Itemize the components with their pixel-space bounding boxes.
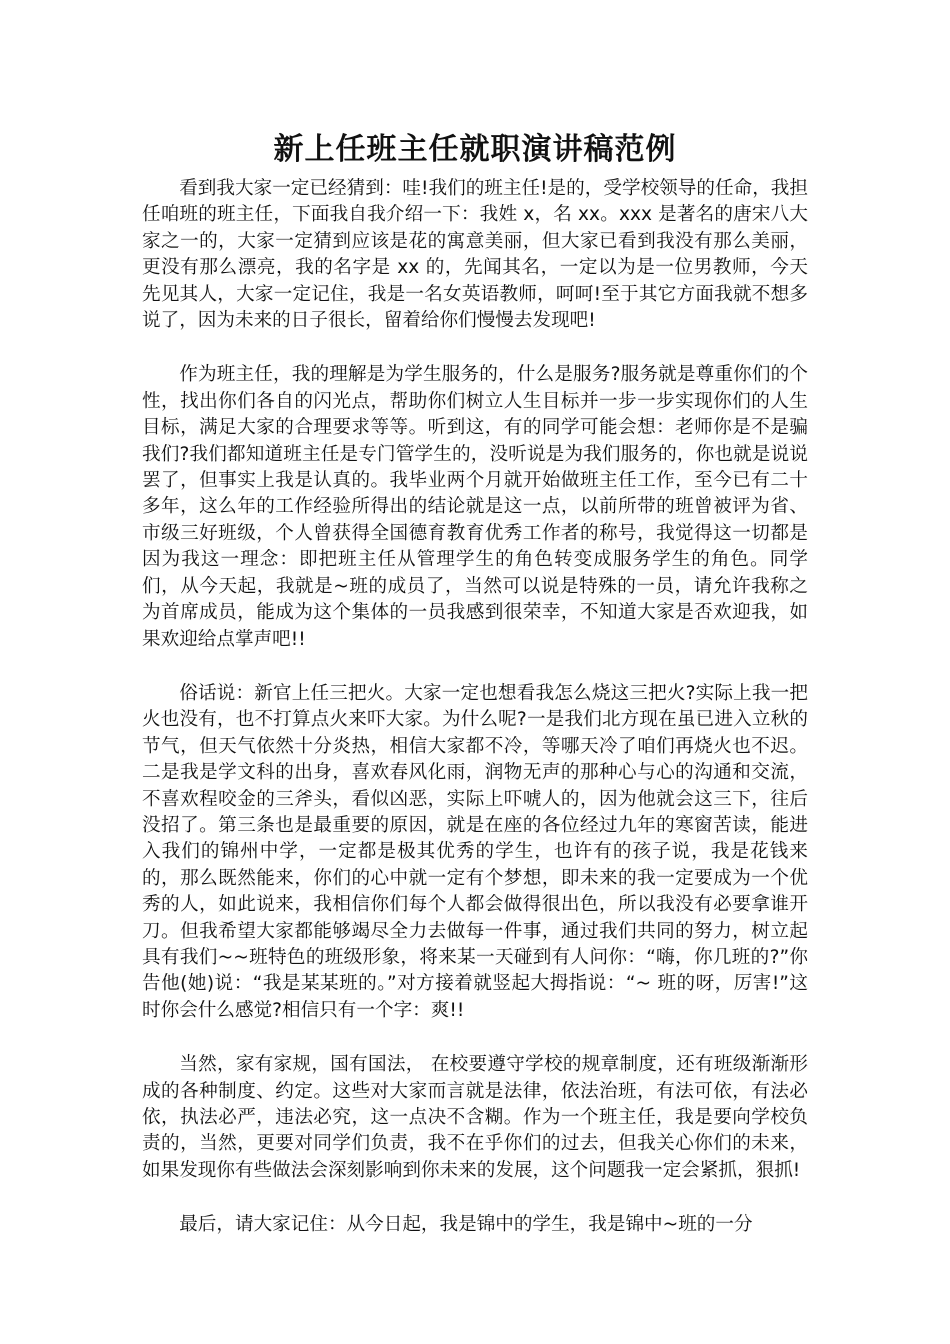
page-title: 新上任班主任就职演讲稿范例 xyxy=(273,132,677,167)
paragraph-3: 俗话说：新官上任三把火。大家一定也想看我怎么烧这三把火?实际上我一把火也没有，也不打算点火来吓大家。为什么呢?一是我们北方现在虽已进入立秋的节气，但天气依然十分炎热，相信大家都不冷，等哪天冷了咱们再烧火也不迟。二是我是学文科的出身，喜欢春风化雨，润物无声的那种心与心的沟通和交流，不喜欢程咬金的三斧头，看似凶恶，实际上吓唬人的，因为他就会这三下，往后没招了。第三条也是最重要的原因，就是在座的各位经过九年的寒窗苦读，能进入我们的锦州中学，一定都是极其优秀的学生，也许有的孩子说，我是花钱来的，那么既然能来，你们的心中就一定有个梦想，即未来的我一定要成为一个优秀的人，如此说来，我相信你们每个人都会做得很出色，所以我没有必要拿谁开刀。但我希望大家都能够竭尽全力去做每一件事，通过我们共同的努力，树立起具有我们~~班特色的班级形象，将来某一天碰到有人问你：“嗨，你几班的?”你告他(她)说：“我是某某班的。”对方接着就竖起大拇指说：“~ 班的呀，厉害!”这时你会什么感觉?相信只有一个字：爽!! xyxy=(142,682,808,1021)
paragraph-5: 最后，请大家记住：从今日起，我是锦中的学生，我是锦中~班的一分 xyxy=(179,1214,753,1236)
paragraph-4: 当然，家有家规，国有国法， 在校要遵守学校的规章制度，还有班级渐渐形成的各种制度、约定。这些对大家而言就是法律，依法治班，有法可依，有法必依，执法必严，违法必究，这一点决不含糊。作为一个班主任，我是要向学校负责的，当然，更要对同学们负责，我不在乎你们的过去，但我关心你们的未来，如果发现你有些做法会深刻影响到你未来的发展，这个问题我一定会紧抓，狠抓! xyxy=(142,1054,808,1181)
paragraph-1: 看到我大家一定已经猜到：哇!我们的班主任!是的，受学校领导的任命，我担任咱班的班主任，下面我自我介绍一下：我姓 x，名 xx。xxx 是著名的唐宋八大家之一的，大家一定猜到应该是花的寓意美丽，但大家已看到我没有那么美丽，更没有那么漂亮，我的名字是 xx 的，先闻其名，一定以为是一位男教师，今天先见其人，大家一定记住，我是一名女英语教师，呵呵!至于其它方面我就不想多说了，因为未来的日子很长，留着给你们慢慢去发现吧! xyxy=(142,178,808,332)
paragraph-2: 作为班主任，我的理解是为学生服务的，什么是服务?服务就是尊重你们的个性，找出你们各自的闪光点，帮助你们树立人生目标并一步一步实现你们的人生目标，满足大家的合理要求等等。听到这，有的同学可能会想：老师你是不是骗我们?我们都知道班主任是专门管学生的，没听说是为我们服务的，你也就是说说罢了，但事实上我是认真的。我毕业两个月就开始做班主任工作，至今已有二十多年，这么年的工作经验所得出的结论就是这一点，以前所带的班曾被评为省、市级三好班级，个人曾获得全国德育教育优秀工作者的称号，我觉得这一切都是因为我这一理念：即把班主任从管理学生的角色转变成服务学生的角色。同学们，从今天起，我就是~班的成员了，当然可以说是特殊的一员，请允许我称之为首席成员，能成为这个集体的一员我感到很荣幸，不知道大家是否欢迎我，如果欢迎给点掌声吧!! xyxy=(142,364,808,650)
document-body xyxy=(142,176,808,1239)
